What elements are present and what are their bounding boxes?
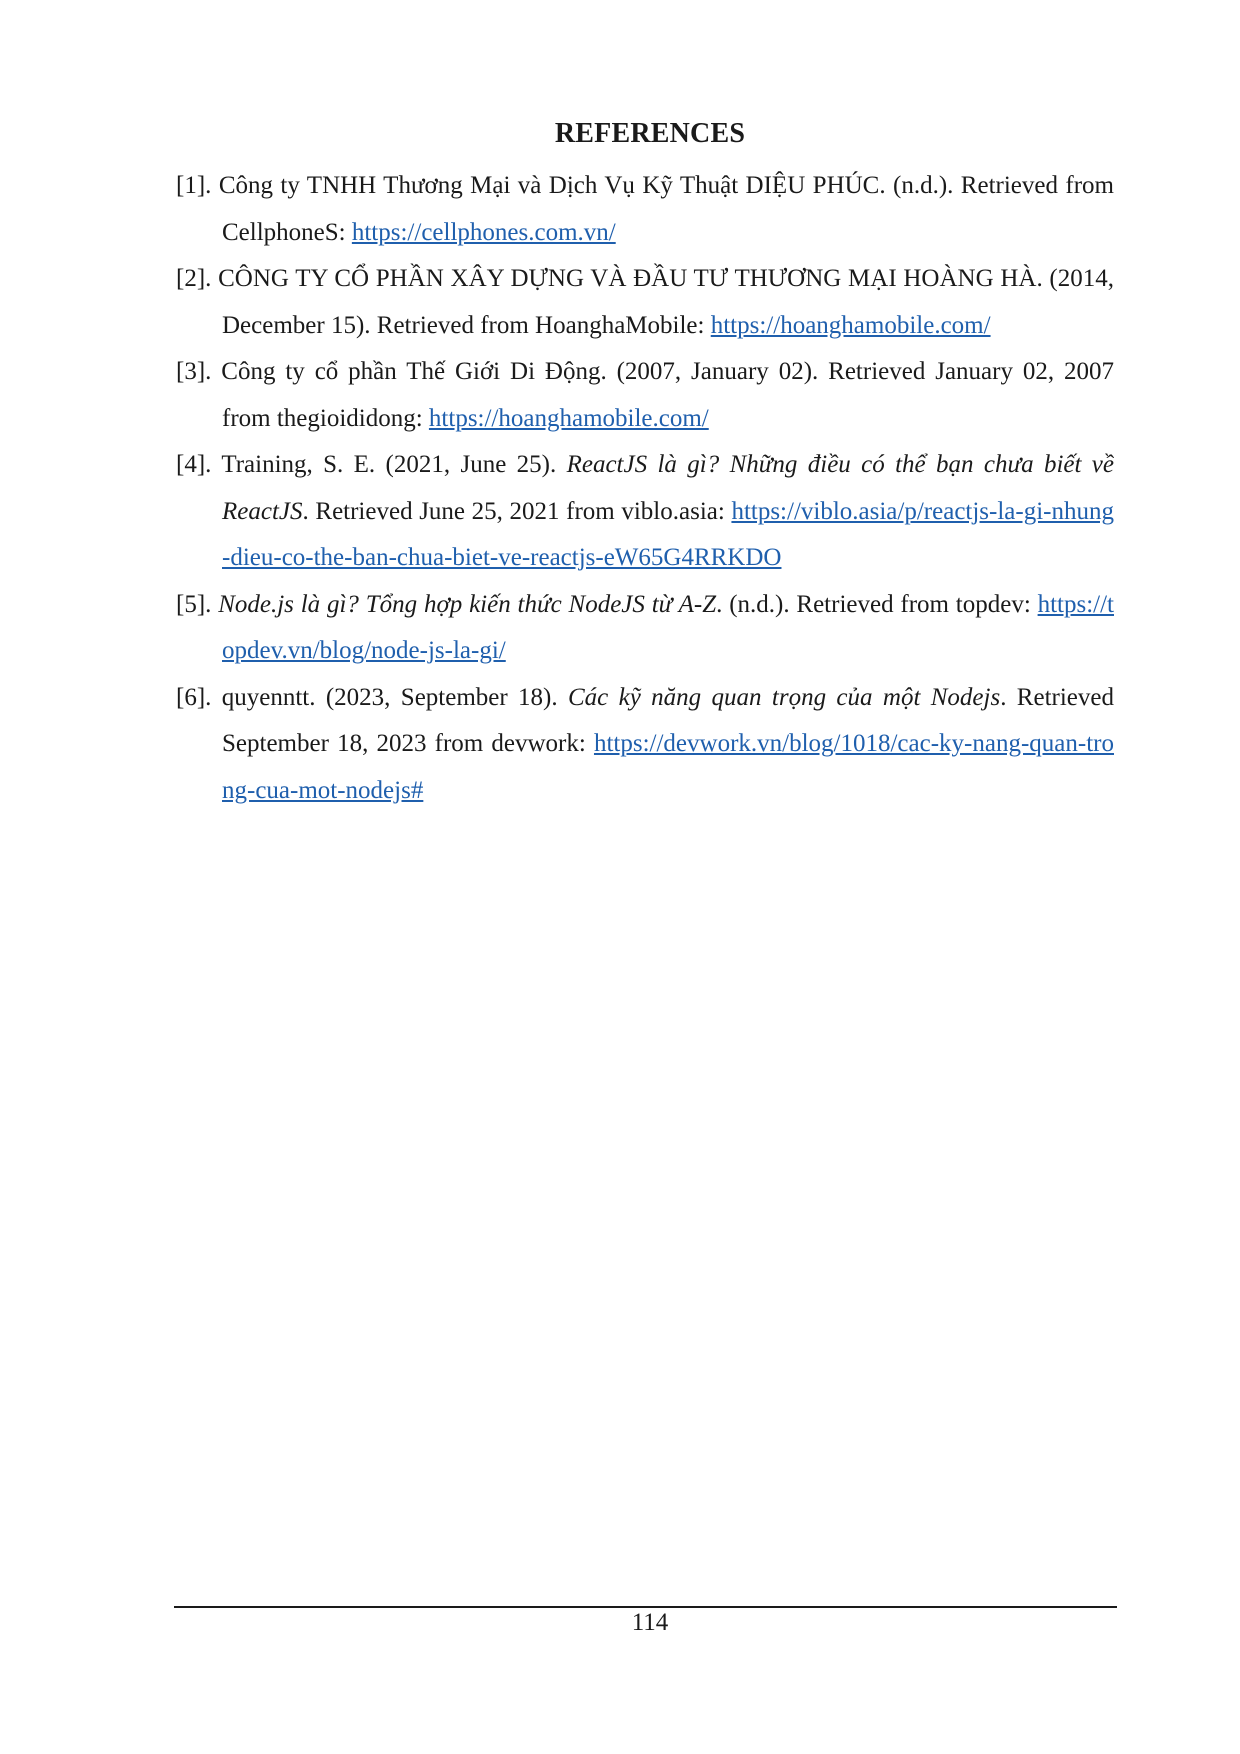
page-title: REFERENCES xyxy=(554,118,746,149)
reference-text: quyenntt. (2023, September 18). xyxy=(211,683,568,711)
reference-item xyxy=(176,163,1114,256)
reference-number: [5]. xyxy=(176,590,212,618)
reference-text-after: . Retrieved September 18, 2023 from devwork: xyxy=(222,683,1114,757)
reference-link[interactable]: https://devwork.vn/blog/1018/cac-ky-nang-quan-trong-cua-mot-nodejs# xyxy=(222,730,1114,804)
reference-item xyxy=(176,349,1114,442)
reference-link[interactable]: https://hoanghamobile.com/ xyxy=(428,404,709,432)
reference-number: [2]. xyxy=(176,265,212,292)
reference-item xyxy=(176,256,1114,349)
reference-text-after: . Retrieved June 25, 2021 from viblo.asia: xyxy=(302,497,732,525)
reference-text: Công ty cổ phần Thế Giới Di Động. (2007, January 02). Retrieved January 02, 2007 from thegioididong: xyxy=(211,358,1114,432)
reference-link[interactable]: https://viblo.asia/p/reactjs-la-gi-nhung-dieu-co-the-ban-chua-biet-ve-reactjs-eW65G4RRKDO xyxy=(222,497,1114,571)
reference-text: Công ty TNHH Thương Mại và Dịch Vụ Kỹ Thuật DIỆU PHÚC. (n.d.). Retrieved from CellphoneS: xyxy=(211,172,1114,246)
reference-text-after: . (n.d.). Retrieved from topdev: xyxy=(716,590,1038,618)
reference-number: [1]. xyxy=(176,172,212,199)
reference-number: [4]. xyxy=(176,451,212,478)
reference-text: CÔNG TY CỔ PHẦN XÂY DỰNG VÀ ĐẦU TƯ THƯƠNG MẠI HOÀNG HÀ. (2014, December 15). Retrieved from HoanghaMobile: xyxy=(211,265,1114,339)
reference-list xyxy=(176,163,1114,814)
reference-link[interactable]: https://hoanghamobile.com/ xyxy=(710,311,991,339)
reference-title: Các kỹ năng quan trọng của một Nodejs xyxy=(568,683,1001,711)
footer-divider xyxy=(174,1606,1117,1608)
reference-number: [6]. xyxy=(176,683,212,711)
reference-title: ReactJS là gì? Những điều có thể bạn chưa biết về ReactJS xyxy=(222,451,1114,525)
reference-item xyxy=(176,675,1114,815)
reference-title: Node.js là gì? Tổng hợp kiến thức NodeJS từ A-Z xyxy=(218,590,717,618)
page-number: 114 xyxy=(631,1609,669,1636)
reference-text: Training, S. E. (2021, June 25). xyxy=(211,451,567,478)
reference-link[interactable]: https://topdev.vn/blog/node-js-la-gi/ xyxy=(222,590,1114,664)
reference-item xyxy=(176,582,1114,675)
reference-link[interactable]: https://cellphones.com.vn/ xyxy=(351,218,616,246)
reference-item xyxy=(176,442,1114,582)
reference-number: [3]. xyxy=(176,358,212,385)
